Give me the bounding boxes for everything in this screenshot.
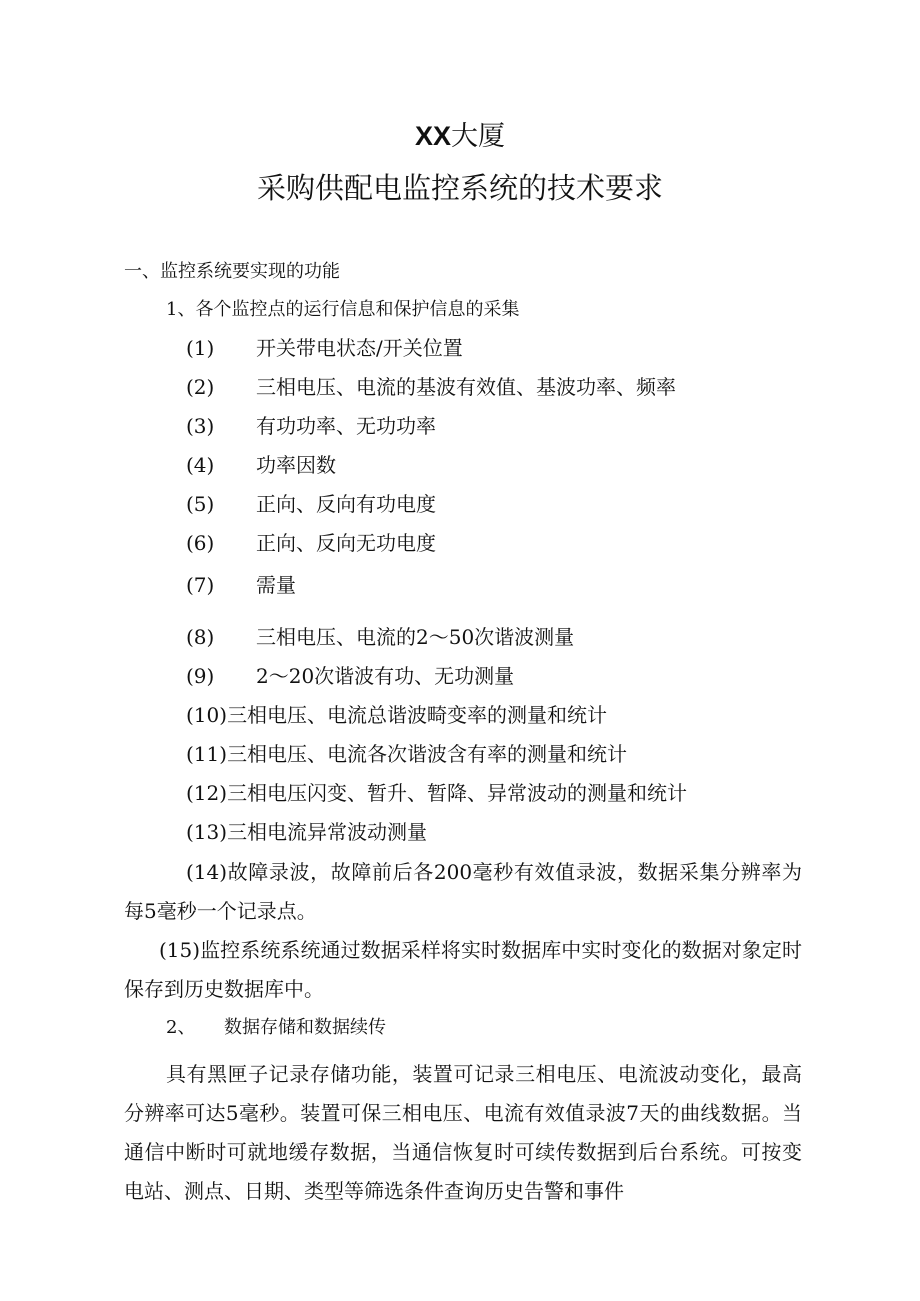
list-item-text: 三相电压、电流总谐波畸变率的测量和统计 bbox=[227, 703, 608, 727]
list-item-text: 正向、反向无功电度 bbox=[256, 531, 436, 555]
subsection-heading-collection: 1、各个监控点的运行信息和保护信息的采集 bbox=[166, 299, 520, 320]
list-item-text: 功率因数 bbox=[256, 453, 336, 477]
subsection-number: 2、 bbox=[166, 1017, 196, 1038]
building-name-suffix: 大厦 bbox=[451, 121, 506, 151]
list-item-number: (1) bbox=[186, 336, 215, 360]
document-title-building bbox=[0, 118, 920, 154]
list-item-text: 2～20次谐波有功、无功测量 bbox=[256, 664, 515, 688]
list-item-number: (7) bbox=[186, 573, 215, 597]
list-item-number: (5) bbox=[186, 492, 215, 516]
list-item-text: 三相电压闪变、暂升、暂降、异常波动的测量和统计 bbox=[227, 781, 688, 805]
building-name-placeholder: XX bbox=[414, 121, 452, 151]
list-item-number: (8) bbox=[186, 625, 215, 649]
list-item-number: (3) bbox=[186, 414, 215, 438]
list-item-number: (12) bbox=[186, 781, 228, 805]
list-item-text: 开关带电状态/开关位置 bbox=[256, 336, 463, 360]
list-item-text: 有功功率、无功功率 bbox=[256, 414, 436, 438]
list-item-number: (2) bbox=[186, 375, 215, 399]
list-item-number: (13) bbox=[186, 820, 228, 844]
list-item-number: (11) bbox=[186, 742, 228, 766]
list-item-text: 需量 bbox=[256, 573, 296, 597]
list-item-14-paragraph: (14)故障录波，故障前后各200毫秒有效值录波，数据采集分辨率为每5毫秒一个记录点。 bbox=[124, 860, 802, 923]
section-heading-functions: 一、监控系统要实现的功能 bbox=[124, 261, 340, 282]
list-item bbox=[186, 740, 627, 768]
storage-description-paragraph: 具有黑匣子记录存储功能，装置可记录三相电压、电流波动变化，最高分辨率可达5毫秒。装置可保三相电压、电流有效值录波7天的曲线数据。当通信中断时可就地缓存数据，当通信恢复时可续传数据到后台系统。可按变电站、测点、日期、类型等筛选条件查询历史告警和事件 bbox=[124, 1062, 802, 1203]
subsection-heading-storage bbox=[166, 1014, 386, 1042]
list-item-number: (9) bbox=[186, 664, 215, 688]
list-item bbox=[186, 818, 427, 846]
list-item-text: 三相电压、电流的2～50次谐波测量 bbox=[256, 625, 575, 649]
document-title-main: 采购供配电监控系统的技术要求 bbox=[256, 171, 663, 205]
list-item-number: (6) bbox=[186, 531, 215, 555]
list-item-number: (10) bbox=[186, 703, 228, 727]
list-item-text: 三相电压、电流的基波有效值、基波功率、频率 bbox=[256, 375, 676, 399]
list-item-text: 三相电压、电流各次谐波含有率的测量和统计 bbox=[227, 742, 628, 766]
list-item-text: 正向、反向有功电度 bbox=[256, 492, 436, 516]
list-item-15-paragraph: (15)监控系统系统通过数据采样将实时数据库中实时变化的数据对象定时保存到历史数据库中。 bbox=[124, 938, 802, 1001]
subsection-label: 数据存储和数据续传 bbox=[224, 1017, 386, 1038]
list-item-number: (4) bbox=[186, 453, 215, 477]
list-item-text: 三相电流异常波动测量 bbox=[227, 820, 428, 844]
list-item bbox=[186, 779, 687, 807]
list-item bbox=[186, 701, 607, 729]
